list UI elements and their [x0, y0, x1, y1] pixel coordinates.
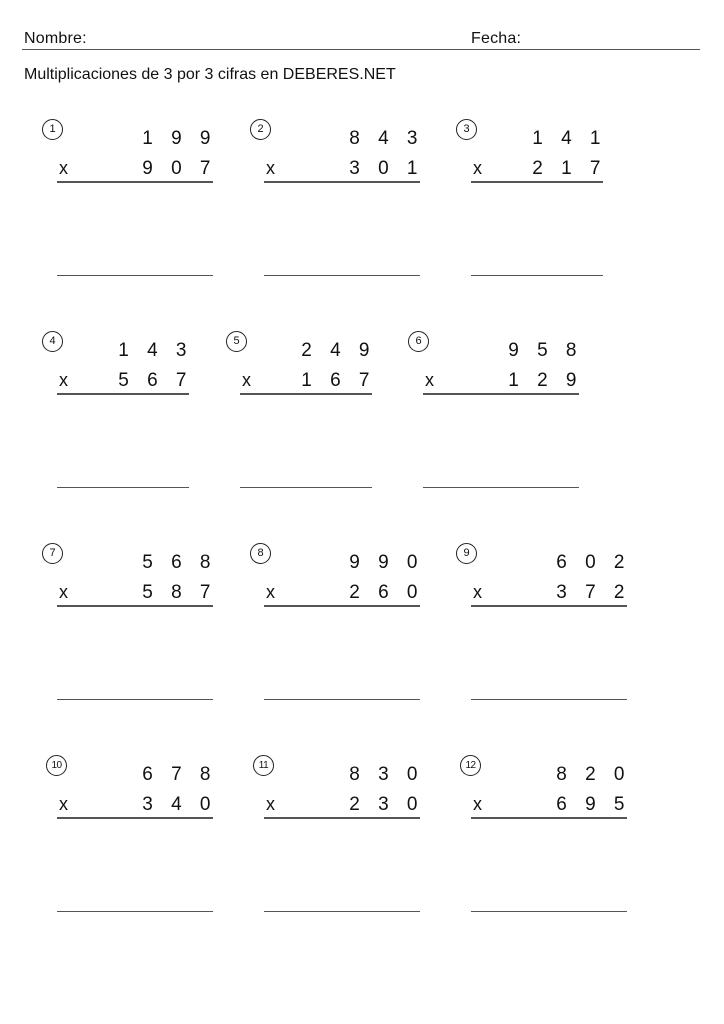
- multiply-sign: x: [266, 794, 275, 814]
- problem-10: [51, 754, 217, 924]
- answer-line[interactable]: [471, 699, 627, 700]
- multiplier: 1 6 7: [301, 370, 376, 391]
- answer-line[interactable]: [471, 275, 603, 276]
- answer-line[interactable]: [57, 487, 189, 488]
- problem-3: [463, 118, 607, 288]
- answer-line[interactable]: [423, 487, 579, 488]
- problem-2: [257, 118, 424, 288]
- answer-line[interactable]: [264, 275, 420, 276]
- problem-number-badge: 5: [226, 331, 247, 352]
- multiplier: 6 9 5: [556, 794, 631, 815]
- problem-7: [49, 542, 217, 712]
- problem-9: [463, 542, 631, 712]
- multiplicand: 2 4 9: [301, 340, 376, 361]
- problem-4: [49, 330, 193, 500]
- problem-12: [465, 754, 631, 924]
- multiply-sign: x: [59, 794, 68, 814]
- multiplier: 9 0 7: [142, 158, 217, 179]
- multiply-sign: x: [59, 370, 68, 390]
- multiplier: 2 3 0: [349, 794, 424, 815]
- multiplier: 2 6 0: [349, 582, 424, 603]
- answer-line[interactable]: [57, 699, 213, 700]
- multiply-sign: x: [473, 158, 482, 178]
- multiply-sign: x: [59, 582, 68, 602]
- multiplicand: 8 3 0: [349, 764, 424, 785]
- operation-rule: [57, 817, 213, 819]
- multiplier: 3 7 2: [556, 582, 631, 603]
- operation-rule: [57, 605, 213, 607]
- operation-rule: [471, 181, 603, 183]
- multiplicand: 5 6 8: [142, 552, 217, 573]
- problem-number-badge: 9: [456, 543, 477, 564]
- problem-number-badge: 1: [42, 119, 63, 140]
- multiplier: 3 4 0: [142, 794, 217, 815]
- answer-line[interactable]: [264, 699, 420, 700]
- multiplier: 5 8 7: [142, 582, 217, 603]
- problem-11: [258, 754, 424, 924]
- multiplicand: 1 9 9: [142, 128, 217, 149]
- multiply-sign: x: [266, 582, 275, 602]
- multiplicand: 9 9 0: [349, 552, 424, 573]
- operation-rule: [471, 605, 627, 607]
- multiplicand: 6 0 2: [556, 552, 631, 573]
- problem-number-badge: 2: [250, 119, 271, 140]
- header-rule: [22, 49, 700, 50]
- operation-rule: [264, 181, 420, 183]
- problem-number-badge: 12: [460, 755, 481, 776]
- multiplier: 3 0 1: [349, 158, 424, 179]
- operation-rule: [57, 393, 189, 395]
- problem-number-badge: 10: [46, 755, 67, 776]
- problem-1: [49, 118, 217, 288]
- problem-number-badge: 3: [456, 119, 477, 140]
- multiplier: 5 6 7: [118, 370, 193, 391]
- multiply-sign: x: [473, 794, 482, 814]
- multiplier: 2 1 7: [532, 158, 607, 179]
- operation-rule: [471, 817, 627, 819]
- multiply-sign: x: [266, 158, 275, 178]
- problem-5: [233, 330, 376, 500]
- multiply-sign: x: [242, 370, 251, 390]
- multiply-sign: x: [425, 370, 434, 390]
- problem-number-badge: 6: [408, 331, 429, 352]
- multiply-sign: x: [59, 158, 68, 178]
- multiplicand: 6 7 8: [142, 764, 217, 785]
- answer-line[interactable]: [57, 911, 213, 912]
- answer-line[interactable]: [264, 911, 420, 912]
- operation-rule: [240, 393, 372, 395]
- problem-number-badge: 8: [250, 543, 271, 564]
- answer-line[interactable]: [240, 487, 372, 488]
- problem-number-badge: 4: [42, 331, 63, 352]
- problem-number-badge: 7: [42, 543, 63, 564]
- problem-6: [415, 330, 583, 500]
- operation-rule: [57, 181, 213, 183]
- multiplier: 1 2 9: [508, 370, 583, 391]
- operation-rule: [264, 605, 420, 607]
- multiplicand: 1 4 3: [118, 340, 193, 361]
- multiplicand: 8 2 0: [556, 764, 631, 785]
- answer-line[interactable]: [471, 911, 627, 912]
- operation-rule: [423, 393, 579, 395]
- multiply-sign: x: [473, 582, 482, 602]
- problem-number-badge: 11: [253, 755, 274, 776]
- date-label: Fecha:: [471, 30, 522, 47]
- worksheet-title: Multiplicaciones de 3 por 3 cifras en DEBERES.NET: [24, 66, 396, 83]
- multiplicand: 8 4 3: [349, 128, 424, 149]
- multiplicand: 1 4 1: [532, 128, 607, 149]
- answer-line[interactable]: [57, 275, 213, 276]
- problem-8: [257, 542, 424, 712]
- name-label: Nombre:: [24, 30, 87, 47]
- operation-rule: [264, 817, 420, 819]
- multiplicand: 9 5 8: [508, 340, 583, 361]
